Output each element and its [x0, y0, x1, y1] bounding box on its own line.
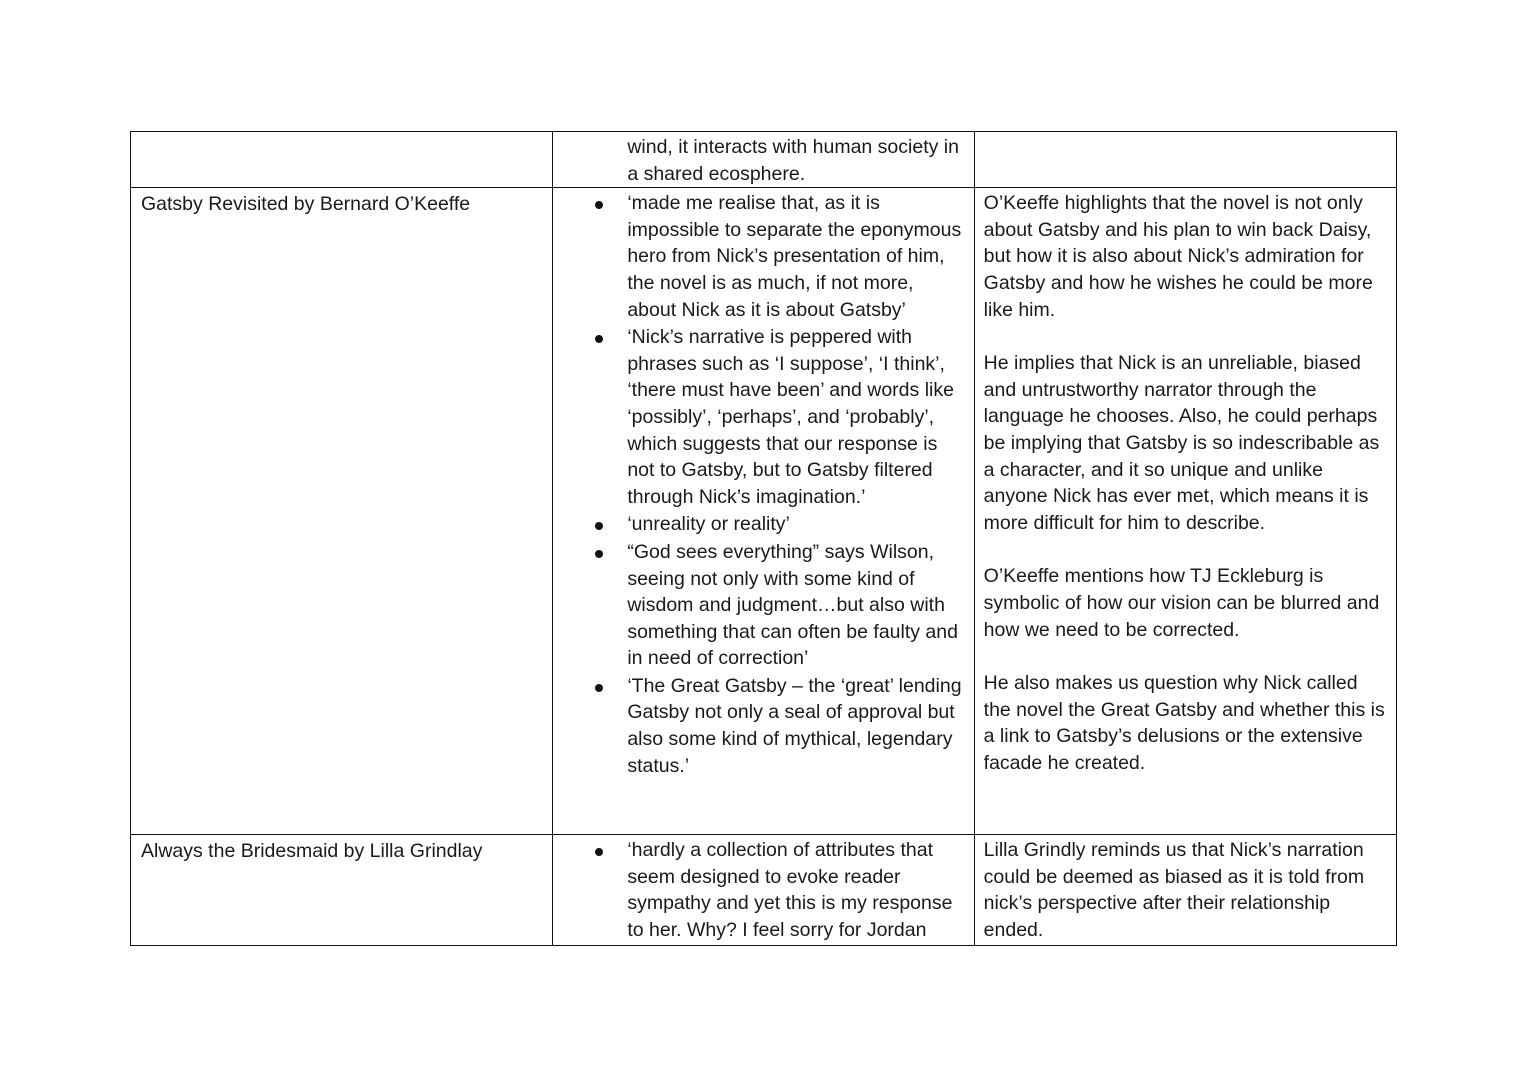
quote-text: ‘made me realise that, as it is impossible to separate the eponymous hero from Nick’s presentation of him, the novel is as much, if not more, about Nick as it is about Gatsby’ — [627, 192, 962, 321]
table-row — [131, 188, 1397, 835]
source-cell — [131, 132, 553, 188]
quote-item — [553, 190, 963, 323]
analysis-cell — [974, 132, 1396, 188]
table-row — [131, 835, 1397, 945]
analysis-paragraph: He also makes us question why Nick called the novel the Great Gatsby and whether this is a link to Gatsby’s delusions or the extensive facade he created. — [983, 672, 1385, 774]
source-cell: Gatsby Revisited by Bernard O’Keeffe — [131, 188, 553, 835]
table-row — [131, 132, 1397, 188]
source-cell: Always the Bridesmaid by Lilla Grindlay — [131, 835, 553, 945]
quote-list — [553, 190, 963, 779]
continued-quote-text: wind, it interacts with human society in a shared ecosphere. — [627, 136, 959, 185]
bullet-icon — [595, 201, 603, 209]
critics-table — [130, 131, 1397, 946]
bullet-icon — [595, 848, 603, 856]
analysis-cell — [974, 835, 1396, 945]
quote-item — [553, 511, 963, 538]
quote-list — [553, 837, 963, 943]
quotes-cell — [553, 188, 974, 835]
quote-text: ‘Nick’s narrative is peppered with phrases such as ‘I suppose’, ‘I think’, ‘there must have been’ and words like ‘possibly’, ‘perhaps’, and ‘probably’, which suggests that our response is not to Gatsby, but to Gatsby filtered through Nick’s imagination.’ — [627, 326, 954, 508]
analysis-paragraph: O’Keeffe mentions how TJ Eckleburg is symbolic of how our vision can be blurred and how we need to be corrected. — [983, 565, 1380, 641]
quotes-cell — [553, 132, 974, 188]
quote-item — [553, 837, 963, 943]
analysis-paragraph: Lilla Grindly reminds us that Nick’s narration could be deemed as biased as it is told from nick’s perspective after their relationship ended. — [983, 839, 1365, 941]
quote-text: “God sees everything” says Wilson, seeing not only with some kind of wisdom and judgment…but also with something that can often be faulty and in need of correction’ — [627, 540, 958, 670]
bullet-icon — [595, 335, 603, 343]
bullet-icon — [595, 522, 603, 530]
bullet-icon — [595, 684, 603, 692]
quote-text: ‘unreality or reality’ — [627, 513, 790, 536]
quote-text: ‘hardly a collection of attributes that seem designed to evoke reader sympathy and yet this is my response to her. Why? I feel sorry for Jordan — [627, 839, 953, 941]
quotes-cell — [553, 835, 974, 945]
analysis-paragraph: He implies that Nick is an unreliable, biased and untrustworthy narrator through the language he chooses. Also, he could perhaps be implying that Gatsby is so indescribable as a character, and it so unique and unlike anyone Nick has ever met, which means it is more difficult for him to describe. — [983, 352, 1380, 534]
quote-item — [553, 673, 963, 779]
quote-item — [553, 539, 963, 672]
table-body — [131, 132, 1397, 946]
analysis-cell — [974, 188, 1396, 835]
quote-item — [553, 324, 963, 510]
quote-text: ‘The Great Gatsby – the ‘great’ lending Gatsby not only a seal of approval but also some kind of mythical, legendary status.’ — [627, 674, 962, 777]
bullet-icon — [595, 550, 603, 558]
analysis-paragraph: O’Keeffe highlights that the novel is not only about Gatsby and his plan to win back Daisy, but how it is also about Nick’s admiration for Gatsby and how he wishes he could be more like him. — [983, 192, 1373, 321]
